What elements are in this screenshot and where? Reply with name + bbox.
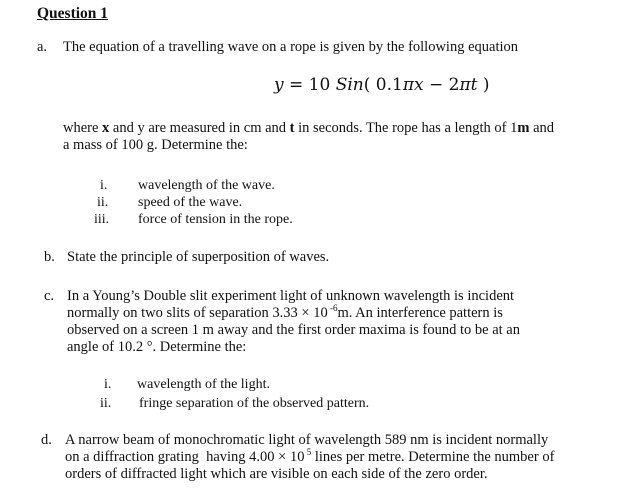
part-d-letter: d. bbox=[41, 432, 52, 448]
c-line2-post: m. An interference pattern is bbox=[337, 305, 503, 321]
part-a-where-line2: a mass of 100 g. Determine the: bbox=[63, 137, 248, 153]
part-b-text: State the principle of superposition of waves. bbox=[67, 249, 330, 265]
eq-two: 2 bbox=[448, 75, 460, 95]
c-line2-pre: normally on two slits of separation 3.33 × 10 bbox=[67, 305, 328, 321]
eq-close: ) bbox=[477, 75, 490, 95]
eq-pit: πt bbox=[459, 75, 478, 95]
d-exponent: 5 bbox=[304, 447, 312, 457]
part-c-item-num: i. bbox=[104, 377, 112, 392]
var-t: t bbox=[289, 120, 295, 136]
where-mid: in seconds. The rope has a length of 1 bbox=[294, 120, 518, 136]
question-title: Question 1 bbox=[37, 5, 109, 22]
part-a-item-num: iii. bbox=[94, 212, 110, 227]
part-c-line1: In a Young’s Double slit experiment light of unknown wavelength is incident bbox=[67, 288, 515, 304]
part-a-item-text: wavelength of the wave. bbox=[138, 178, 275, 193]
eq-pix: πx bbox=[402, 75, 424, 95]
part-c-item-num: ii. bbox=[100, 396, 112, 411]
d-line2-post: lines per metre. Determine the number of bbox=[311, 449, 555, 465]
part-c-item-text: wavelength of the light. bbox=[137, 377, 270, 392]
part-c-item-text: fringe separation of the observed pattern. bbox=[139, 396, 370, 411]
part-c-line4: angle of 10.2 °. Determine the: bbox=[67, 339, 247, 355]
eq-equals: = 10 bbox=[283, 75, 336, 95]
part-a-item-text: speed of the wave. bbox=[138, 195, 243, 210]
unit-m: m bbox=[517, 120, 530, 136]
part-d-line1: A narrow beam of monochromatic light of wavelength 589 nm is incident normally bbox=[65, 432, 549, 448]
part-c-line2 bbox=[67, 305, 503, 322]
d-line2-pre: on a diffraction grating having 4.00 × 10 bbox=[65, 449, 305, 465]
eq-minus: − bbox=[423, 75, 449, 95]
where-end: and bbox=[529, 120, 554, 136]
part-b-letter: b. bbox=[44, 249, 55, 265]
var-x: x bbox=[102, 120, 110, 136]
wave-equation bbox=[274, 75, 490, 95]
part-a-item-num: i. bbox=[100, 178, 108, 193]
eq-sin: Sin bbox=[335, 75, 364, 95]
eq-y: y bbox=[274, 75, 284, 95]
where-text: where bbox=[63, 120, 103, 136]
c-exponent: -6 bbox=[327, 303, 338, 313]
part-a-where-line1 bbox=[63, 120, 554, 137]
where-and-y: and y are measured in cm and bbox=[109, 120, 290, 136]
part-d-line2 bbox=[65, 449, 554, 466]
part-c-letter: c. bbox=[44, 288, 55, 304]
part-a-item-num: ii. bbox=[97, 195, 109, 210]
part-a-intro: The equation of a travelling wave on a rope is given by the following equation bbox=[63, 39, 519, 55]
part-a-letter: a. bbox=[37, 39, 48, 55]
eq-open: ( 0.1 bbox=[363, 75, 403, 95]
part-c-line3: observed on a screen 1 m away and the first order maxima is found to be at an bbox=[67, 322, 520, 338]
part-a-item-text: force of tension in the rope. bbox=[138, 212, 293, 227]
part-d-line3: orders of diffracted light which are visible on each side of the zero order. bbox=[65, 466, 488, 482]
